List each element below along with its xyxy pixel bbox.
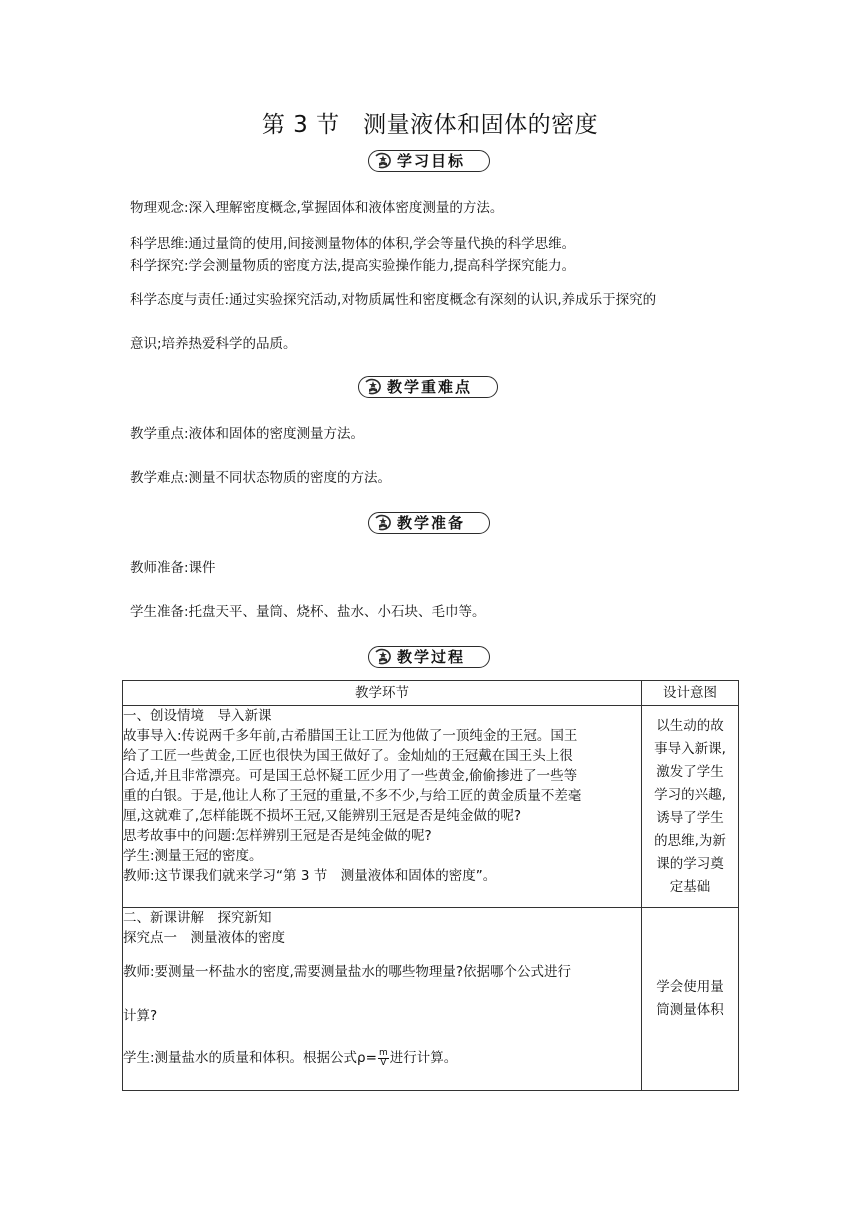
fraction-numerator: m <box>378 1047 388 1058</box>
teacher-question-cont: 计算? <box>123 1008 158 1024</box>
intent-line: 诱导了学生 <box>656 809 724 826</box>
stage-cell-intro <box>123 706 642 908</box>
question-line: 思考故事中的问题:怎样辨别王冠是否是纯金做的呢? <box>123 828 432 844</box>
table-header-row <box>123 681 739 706</box>
key-focus: 教学重点:液体和固体的密度测量方法。 <box>130 426 365 442</box>
teacher-line: 教师:这节课我们就来学习“第 3 节 测量液体和固体的密度”。 <box>123 868 497 884</box>
section-badge-label: 教学重难点 <box>387 378 473 396</box>
section-badge-label: 学习目标 <box>397 152 466 170</box>
stage-cell-new-lesson <box>123 908 642 1091</box>
story-line: 给了工匠一些黄金,工匠也很快为国王做好了。金灿灿的王冠戴在国王头上很 <box>123 748 573 764</box>
intent-line: 学习的兴趣, <box>654 786 726 803</box>
student-formula-prefix: 学生:测量盐水的质量和体积。根据公式ρ= <box>123 1050 377 1066</box>
section-badge-keypoints <box>358 376 498 398</box>
intent-line: 定基础 <box>669 878 711 895</box>
intent-line: 事导入新课, <box>654 740 726 757</box>
stage-heading: 一、创设情境 导入新课 <box>123 708 272 724</box>
density-fraction <box>378 1049 389 1068</box>
section-badge-goals <box>368 150 490 172</box>
teacher-question: 教师:要测量一杯盐水的密度,需要测量盐水的哪些物理量?依据哪个公式进行 <box>123 964 572 980</box>
book-star-icon <box>373 152 393 170</box>
story-line: 重的白银。于是,他让人称了王冠的重量,不多不少,与给工匠的黄金质量不差毫 <box>123 788 582 804</box>
teaching-process-table <box>122 680 739 1091</box>
story-line: 厘,这就难了,怎样能既不损坏王冠,又能辨别王冠是否是纯金做的呢? <box>123 808 522 824</box>
key-difficulty: 教学难点:测量不同状态物质的密度的方法。 <box>130 470 392 486</box>
intent-line: 以生动的故 <box>656 717 724 734</box>
intent-cell-new-lesson <box>642 908 739 1091</box>
page-title: 第 3 节 测量液体和固体的密度 <box>261 112 599 138</box>
goal-line-physics: 物理观念:深入理解密度概念,掌握固体和液体密度测量的方法。 <box>130 200 504 216</box>
book-star-icon <box>373 514 393 532</box>
goal-line-inquiry: 科学探究:学会测量物质的密度方法,提高实验操作能力,提高科学探究能力。 <box>130 258 576 274</box>
student-answer-line: 学生:测量王冠的密度。 <box>123 848 263 864</box>
prep-teacher: 教师准备:课件 <box>130 560 216 576</box>
goal-line-thinking: 科学思维:通过量筒的使用,间接测量物体的体积,学会等量代换的科学思维。 <box>130 236 576 252</box>
book-star-icon <box>373 648 393 666</box>
story-line: 故事导入:传说两千多年前,古希腊国王让工匠为他做了一顶纯金的王冠。国王 <box>123 728 578 744</box>
header-intent: 设计意图 <box>642 681 739 706</box>
section-badge-label: 教学过程 <box>397 648 466 666</box>
inquiry-point: 探究点一 测量液体的密度 <box>123 930 285 946</box>
table-row <box>123 908 739 1091</box>
intent-line: 激发了学生 <box>656 763 724 780</box>
fraction-denominator: V <box>380 1057 387 1068</box>
student-formula-line <box>123 1048 641 1068</box>
intent-line: 课的学习奠 <box>656 855 724 872</box>
story-line: 合适,并且非常漂亮。可是国王总怀疑工匠少用了一些黄金,偷偷掺进了一些等 <box>123 768 578 784</box>
student-formula-suffix: 进行计算。 <box>389 1050 458 1066</box>
stage-heading: 二、新课讲解 探究新知 <box>123 910 272 926</box>
section-badge-prep <box>368 512 490 534</box>
section-badge-label: 教学准备 <box>397 514 466 532</box>
intent-cell-intro <box>642 706 739 908</box>
intent-line: 筒测量体积 <box>656 1002 724 1018</box>
book-star-icon <box>363 378 383 396</box>
section-badge-process <box>368 646 490 668</box>
intent-line: 的思维,为新 <box>654 832 726 849</box>
goal-line-attitude: 科学态度与责任:通过实验探究活动,对物质属性和密度概念有深刻的认识,养成乐于探究的 <box>130 292 657 308</box>
intent-line: 学会使用量 <box>656 979 724 995</box>
header-stage: 教学环节 <box>123 681 642 706</box>
table-row <box>123 706 739 908</box>
goal-line-attitude-cont: 意识;培养热爱科学的品质。 <box>130 336 297 352</box>
prep-student: 学生准备:托盘天平、量筒、烧杯、盐水、小石块、毛巾等。 <box>130 604 486 620</box>
